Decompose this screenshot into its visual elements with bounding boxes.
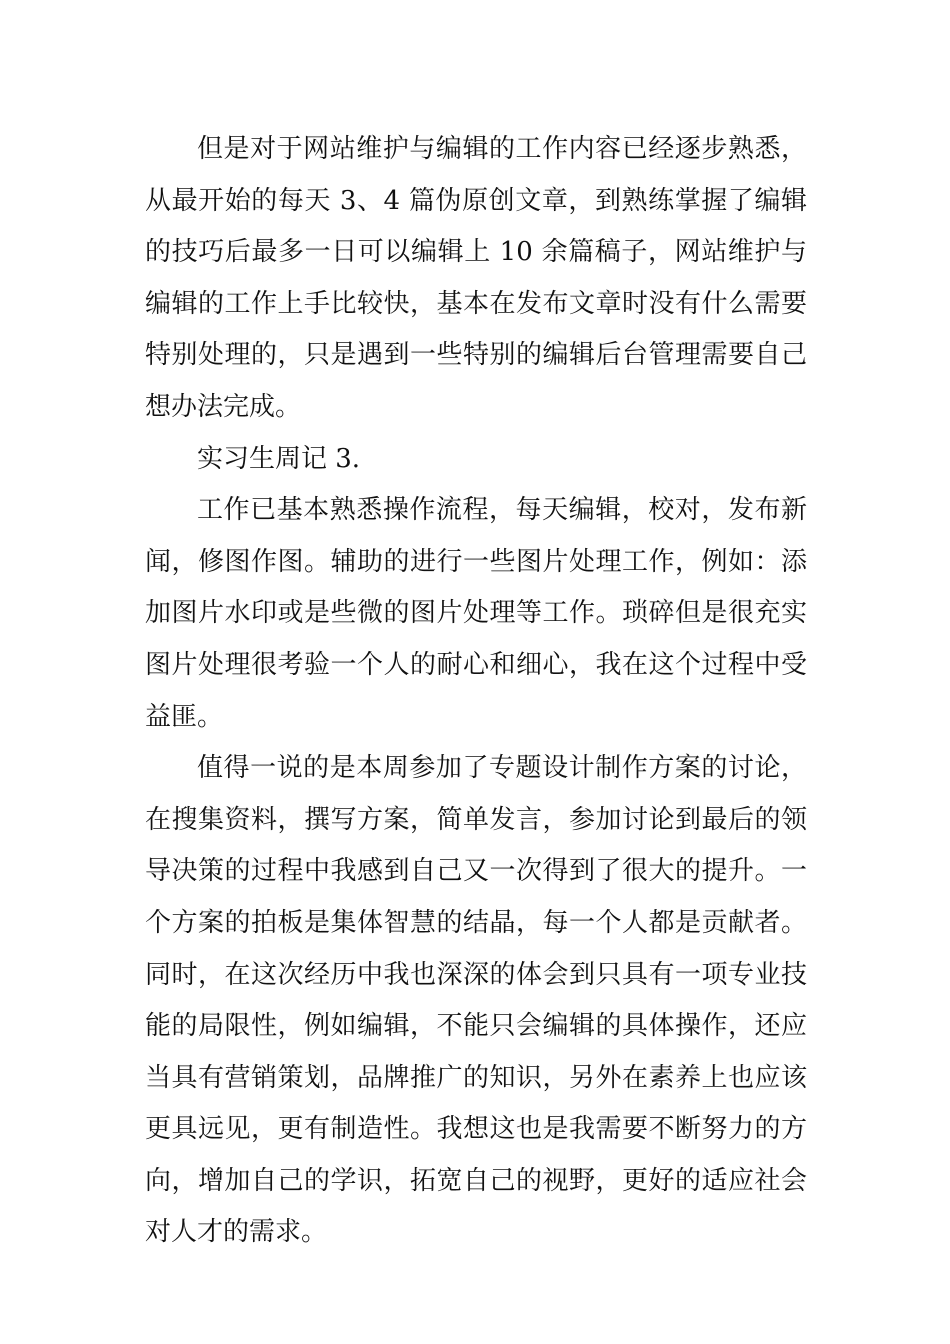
- section-heading-week-3: 实习生周记 3.: [197, 443, 361, 474]
- paragraph-workflow: 工作已基本熟悉操作流程，每天编辑，校对，发布新闻，修图作图。辅助的进行一些图片处理工作，例如：添加图片水印或是些微的图片处理等工作。琐碎但是很充实图片处理很考验一个人的耐心和细心，我在这个过程中受益匪。: [145, 495, 807, 732]
- paragraph-project-discussion: 值得一说的是本周参加了专题设计制作方案的讨论，在搜集资料，撰写方案，简单发言，参加讨论到最后的领导决策的过程中我感到自己又一次得到了很大的提升。一个方案的拍板是集体智慧的结晶，每一个人都是贡献者。同时，在这次经历中我也深深的体会到只具有一项专业技能的局限性，例如编辑，不能只会编辑的具体操作，还应当具有营销策划，品牌推广的知识，另外在素养上也应该更具远见，更有制造性。我想这也是我需要不断努力的方向，增加自己的学识，拓宽自己的视野，更好的适应社会对人才的需求。: [145, 753, 807, 1248]
- document-body: [145, 124, 807, 1259]
- paragraph-website-editing: 但是对于网站维护与编辑的工作内容已经逐步熟悉，从最开始的每天 3、4 篇伪原创文章，到熟练掌握了编辑的技巧后最多一日可以编辑上 10 余篇稿子，网站维护与编辑的工作上手比较快，基本在发布文章时没有什么需要特别处理的，只是遇到一些特别的编辑后台管理需要自己想办法完成。: [145, 134, 807, 422]
